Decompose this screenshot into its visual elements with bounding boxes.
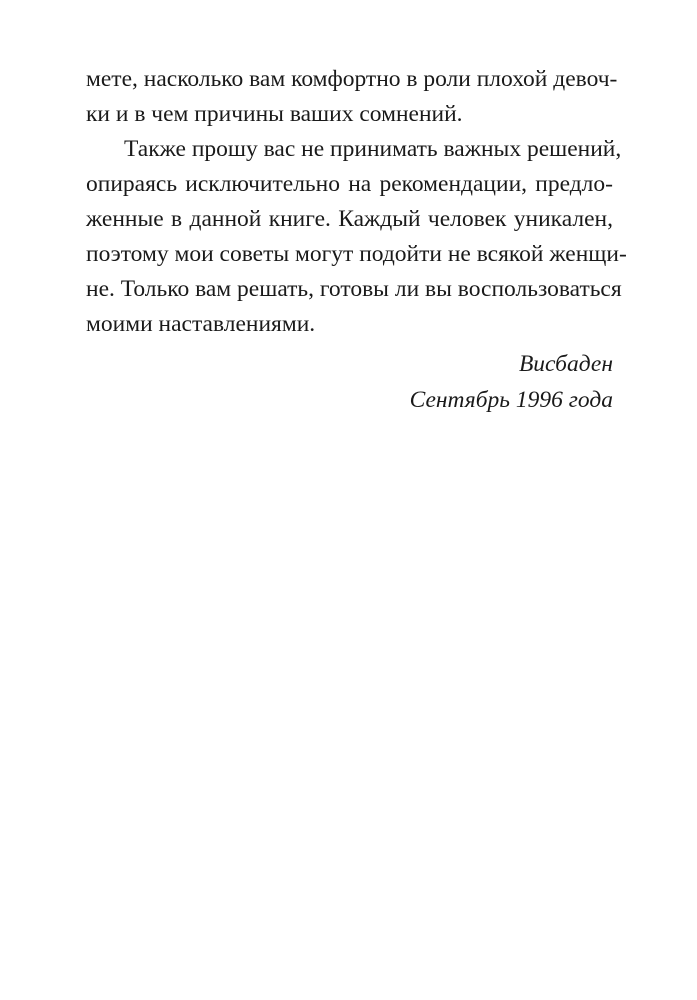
- text-line: мете, насколько вам комфортно в роли плохой девоч-: [86, 66, 618, 92]
- text-line: Также прошу вас не принимать важных решений,: [124, 136, 622, 162]
- paragraph-2: [86, 132, 627, 342]
- page-body: [86, 62, 627, 418]
- text-line: моими наставлениями.: [86, 311, 316, 337]
- text-line: ки и в чем причины ваших сомнений.: [86, 101, 463, 127]
- signature-block: [86, 346, 613, 418]
- paragraph-1: [86, 62, 618, 132]
- text-line: опираясь исключительно на рекомендации, предло-: [86, 171, 613, 197]
- signature-date: Сентябрь 1996 года: [409, 387, 613, 413]
- text-line: женные в данной книге. Каждый человек уникален,: [86, 206, 613, 232]
- text-line: поэтому мои советы могут подойти не всякой женщи-: [86, 241, 627, 267]
- signature-place: Висбаден: [518, 351, 613, 377]
- text-line: не. Только вам решать, готовы ли вы воспользоваться: [86, 276, 622, 302]
